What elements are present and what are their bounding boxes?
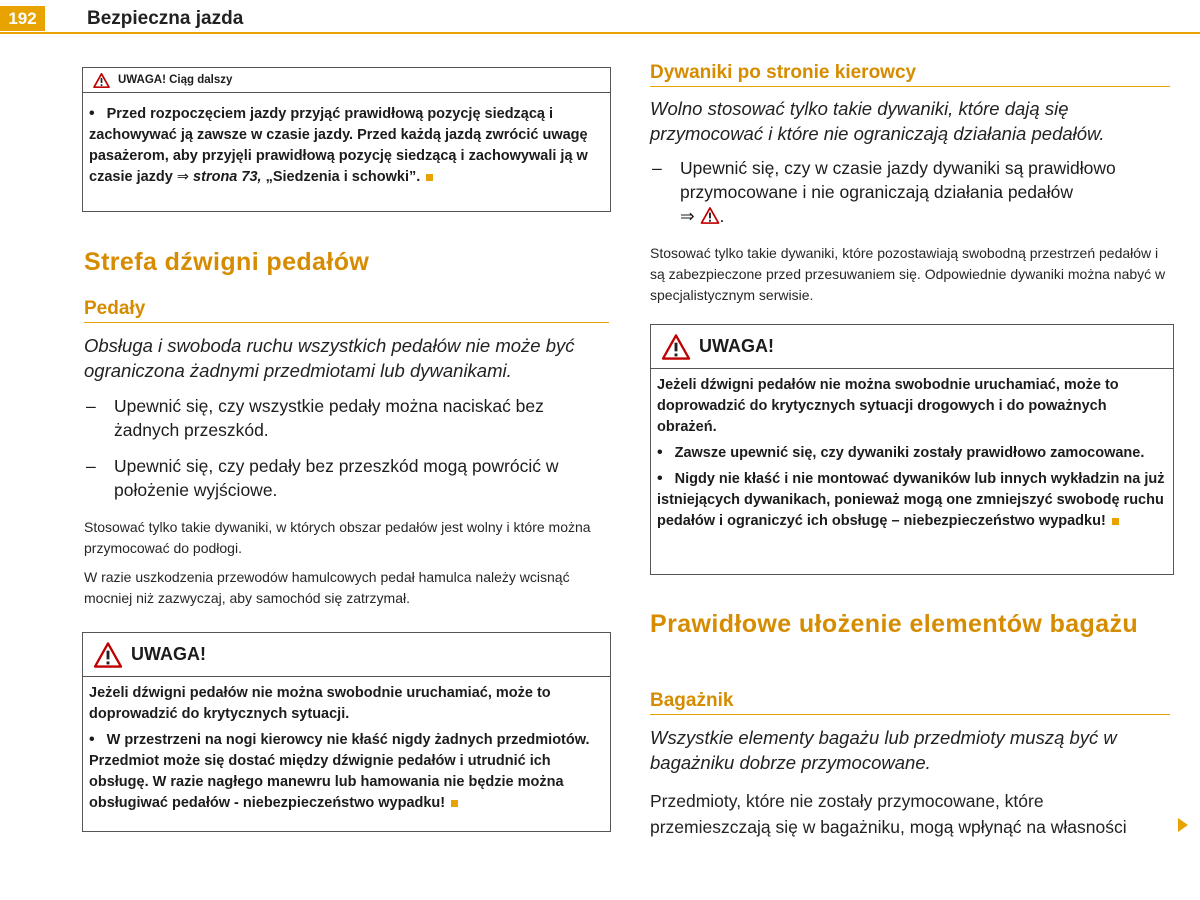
paragraph: W razie uszkodzenia przewodów hamulcowych pedał hamulca należy wcisnąć mocniej niż zazwyczaj, aby samochód się zatrzymał. bbox=[84, 569, 570, 606]
warning-header bbox=[651, 325, 1173, 369]
subsection-title-trunk: Bagażnik bbox=[650, 690, 1170, 715]
step-ref-arrow: ⇒ bbox=[680, 206, 695, 226]
warning-intro: Jeżeli dźwigni pedałów nie można swobodnie uruchamiać, może to doprowadzić do krytycznych sytuacji drogowych i do poważnych obrażeń. bbox=[657, 377, 1119, 435]
warning-triangle-icon bbox=[93, 73, 110, 88]
warning-body bbox=[651, 369, 1173, 542]
warning-title: UWAGA! bbox=[699, 336, 774, 356]
chapter-title: Bezpieczna jazda bbox=[87, 8, 244, 29]
cross-reference-title: „Siedzenia i schowki”. bbox=[265, 169, 421, 185]
subsection-title-mats: Dywaniki po stronie kierowcy bbox=[650, 62, 1170, 87]
section-title-pedals: Strefa dźwigni pedałów bbox=[84, 248, 370, 276]
warning-box-pedals bbox=[82, 632, 611, 832]
warning-triangle-icon bbox=[93, 642, 123, 668]
page-number: 192 bbox=[0, 6, 45, 31]
warning-continued-body bbox=[83, 93, 610, 198]
end-mark-icon bbox=[426, 174, 433, 181]
warning-continued-box bbox=[82, 67, 611, 212]
steps-list bbox=[84, 394, 612, 514]
warning-intro: Jeżeli dźwigni pedałów nie można swobodnie uruchamiać, może to doprowadzić do krytycznych sytuacji. bbox=[89, 685, 551, 722]
header-rule bbox=[0, 32, 1200, 34]
next-page-arrow-icon[interactable] bbox=[1178, 818, 1188, 832]
section-title-luggage: Prawidłowe ułożenie elementów bagażu bbox=[650, 610, 1139, 638]
warning-triangle-icon bbox=[661, 334, 691, 360]
paragraph: Stosować tylko takie dywaniki, które pozostawiają swobodną przestrzeń pedałów i są zabezpieczone przed przesuwaniem się. Odpowiednie dywaniki można nabyć w specjalistycznym serwisie. bbox=[650, 245, 1166, 303]
subsection-title-pedals: Pedały bbox=[84, 298, 609, 323]
warning-continued-text: Przed rozpoczęciem jazdy przyjąć prawidłową pozycję siedzącą i zachowywać ją zawsze w czasie jazdy. Przed każdą jazdą zwrócić uwagę pasażerom, aby przyjęli prawidłową pozycję siedzącą i zachowywali ją w czasie jazdy bbox=[89, 106, 588, 185]
lead-pedals: Obsługa i swoboda ruchu wszystkich pedałów nie może być ograniczona żadnymi przedmiotami lub dywanikami. bbox=[84, 335, 575, 381]
lead-mats: Wolno stosować tylko takie dywaniki, które dają się przymocować i które nie ograniczają działania pedałów. bbox=[650, 98, 1105, 144]
list-item: – Upewnić się, czy pedały bez przeszkód mogą powrócić w położenie wyjściowe. bbox=[84, 454, 612, 502]
warning-bullet: Zawsze upewnić się, czy dywaniki zostały prawidłowo zamocowane. bbox=[674, 445, 1145, 461]
warning-triangle-icon[interactable] bbox=[700, 207, 720, 224]
list-item: – Upewnić się, czy wszystkie pedały można naciskać bez żadnych przeszkód. bbox=[84, 394, 612, 442]
paragraph: Przedmioty, które nie zostały przymocowane, które przemieszczają się w bagażniku, mogą wpłynąć na własności bbox=[650, 791, 1127, 837]
list-item: – Upewnić się, czy w czasie jazdy dywaniki są prawidłowo przymocowane i nie ograniczają działania pedałów ⇒ . bbox=[650, 156, 1172, 228]
ref-arrow: ⇒ bbox=[176, 169, 190, 185]
warning-body bbox=[83, 677, 610, 824]
warning-header bbox=[83, 633, 610, 677]
step-text: Upewnić się, czy w czasie jazdy dywaniki są prawidłowo przymocowane i nie ograniczają działania pedałów bbox=[680, 158, 1116, 202]
warning-box-mats bbox=[650, 324, 1174, 575]
mats-step-list bbox=[650, 156, 1172, 240]
end-mark-icon bbox=[451, 800, 458, 807]
warning-continued-title: UWAGA! Ciąg dalszy bbox=[118, 74, 233, 86]
paragraph: Stosować tylko takie dywaniki, w których obszar pedałów jest wolny i które można przymocować do podłogi. bbox=[84, 519, 591, 556]
cross-reference-link[interactable]: strona 73, bbox=[193, 169, 262, 185]
warning-bullet: Nigdy nie kłaść i nie montować dywaników lub innych wykładzin na już istniejących dywanikach, ponieważ mogą one zmniejszyć swobodę ruchu pedałów i ograniczyć ich obsługę – niebezpieczeństwo wypadku! bbox=[657, 471, 1165, 529]
end-mark-icon bbox=[1112, 518, 1119, 525]
warning-bullet: W przestrzeni na nogi kierowcy nie kłaść nigdy żadnych przedmiotów. Przedmiot może się dostać między dźwignie pedałów i utrudnić ich obsługę. W razie nagłego manewru lub hamowania nie będzie można obsługiwać pedałów - niebezpieczeństwo wypadku! bbox=[89, 732, 590, 811]
warning-continued-header bbox=[83, 68, 610, 93]
lead-trunk: Wszystkie elementy bagażu lub przedmioty muszą być w bagażniku dobrze przymocowane. bbox=[650, 727, 1117, 773]
warning-title: UWAGA! bbox=[131, 644, 206, 664]
